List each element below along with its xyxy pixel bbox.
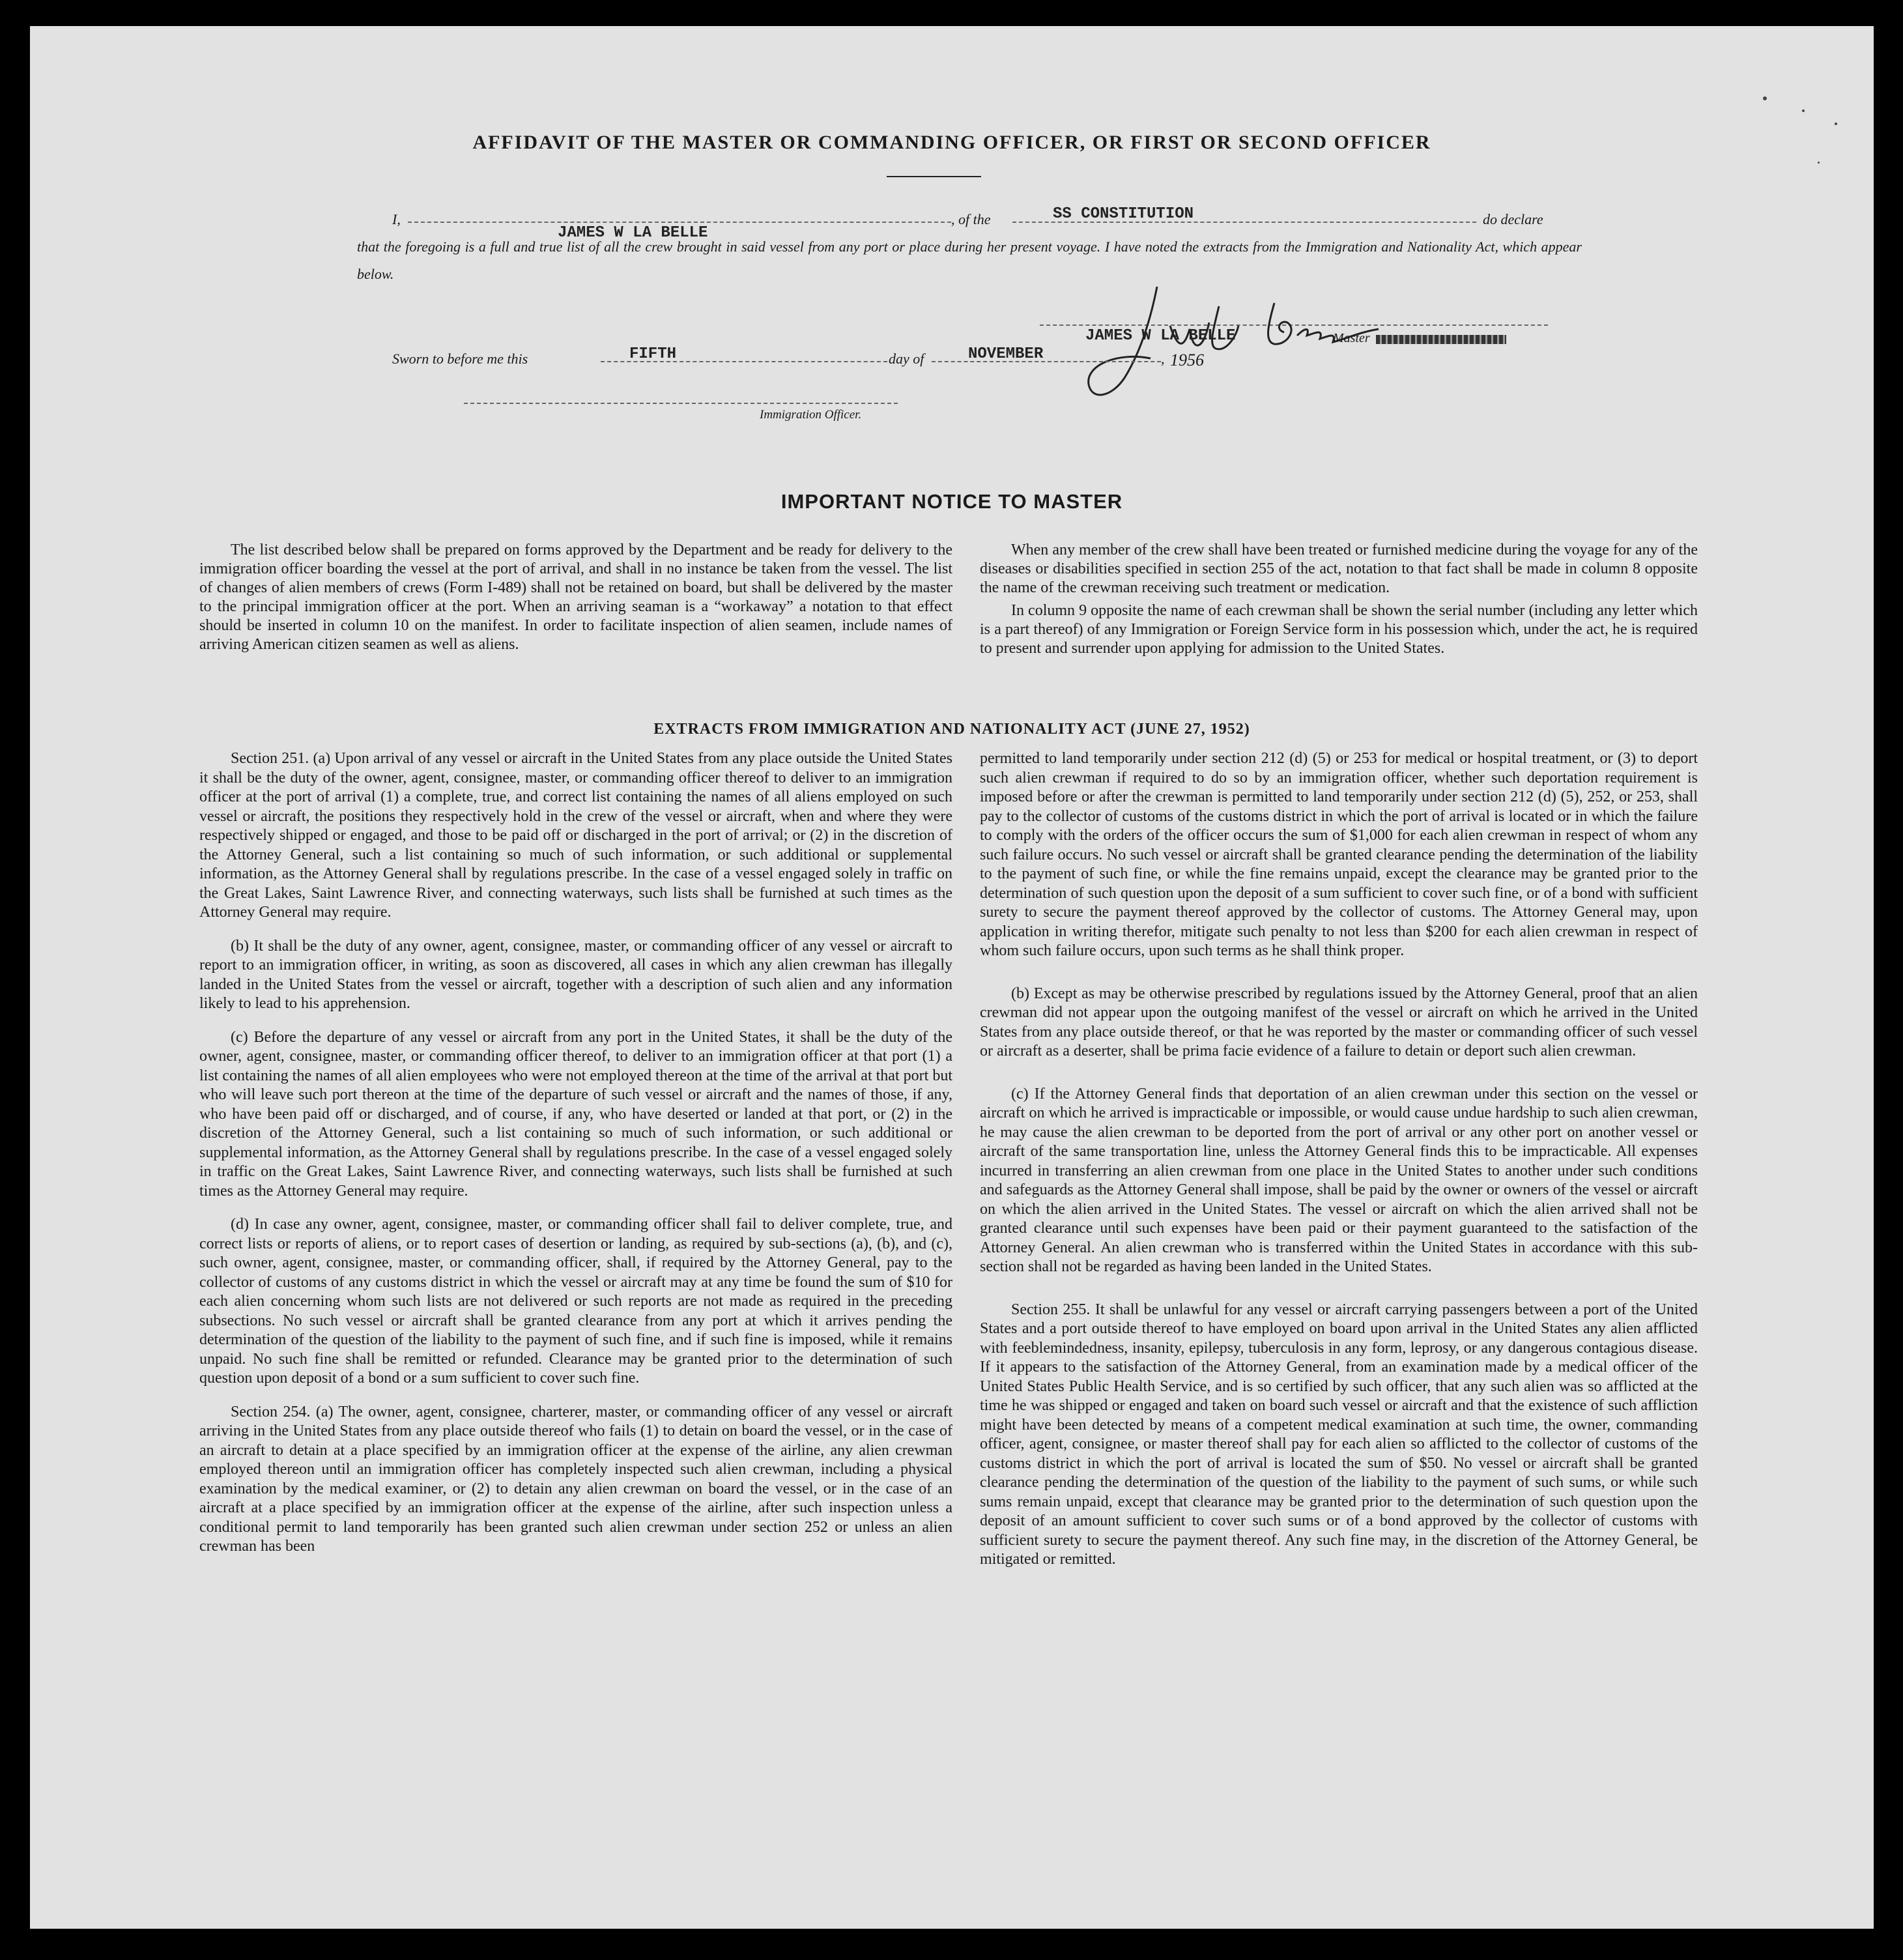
year-comma: , [1161,351,1165,367]
scan-speck [1835,122,1837,125]
name-blank-line [408,222,951,223]
sworn-month: NOVEMBER [968,345,1044,363]
typed-declarant-name: JAMES W LA BELLE [558,224,708,242]
line1-suffix: do declare [1483,211,1543,227]
extracts-right-column [980,749,1698,1584]
scan-speck [1802,109,1805,112]
sworn-year: 1956 [1170,351,1204,369]
sworn-day: FIFTH [629,345,677,363]
section-251-b: (b) It shall be the duty of any owner, agent, consignee, master, or commanding officer of any vessel or aircraft to report to an immigration officer, in writing, as soon as discovered, all cases in which any alien crewman has illegally landed in the United States from the vessel or aircraft, together with a description of such alien and any information likely to lead to his apprehension. [199,937,952,1012]
notice-right-paragraph-1: When any member of the crew shall have been treated or furnished medicine during the voyage for any of the diseases or disabilities specified in section 255 of the act, notation to that fact shall be made in column 8 opposite the name of the crewman receiving such treatment or medication. [980,541,1698,596]
line1-prefix: I, [392,211,401,227]
section-254-c: (c) If the Attorney General finds that deportation of an alien crewman under this section on the vessel or aircraft on which he arrived is impracticable or impossible, or would cause undue hardship to such alien crewman, he may cause the alien crewman to be deported from the port of arrival or any other port on another vessel or aircraft of the same transportation line, unless the Attorney General finds this to be impracticable. All expenses incurred in transferring an alien crewman from one place in the United States to another under such conditions and safeguards as the Attorney General shall impose, shall be paid by the owner or owners of the vessel or aircraft on which the alien arrived in the United States. The vessel or aircraft on which the alien arrived shall not be granted clearance until such expenses have been paid or their payment guaranteed to the satisfaction of the Attorney General. An alien crewman who is transferred within the United States in accordance with this sub-section shall not be regarded as having been landed in the United States. [980,1085,1698,1275]
section-251-d: (d) In case any owner, agent, consignee, master, or commanding officer shall fail to deliver complete, true, and correct lists or reports of aliens, or to report cases of desertion or landing, as required by sub-sections (a), (b), and (c), such owner, agent, consignee, master, or commanding officer, shall, if required by the Attorney General, pay to the collector of customs of any customs district in which the vessel or aircraft may at any time be found the sum of $10 for each alien concerning whom such lists are not delivered or such reports are not made as required in the preceding subsections. No such vessel or aircraft shall be granted clearance from any port at which it arrives pending the determination of the question of the liability to the payment of such fine, and if such fine is imposed, while it remains unpaid. No such fine shall be remitted or refunded. Clearance may be granted prior to the determination of such question upon deposit of a bond or a sum sufficient to cover such fine. [199,1216,952,1387]
month-blank-line [932,361,1161,362]
section-255: Section 255. It shall be unlawful for any vessel or aircraft carrying passengers between a port of the United States and a port outside thereof to have employed on board upon arrival in the United States any alien afflicted with feeblemindedness, insanity, epilepsy, tuberculosis in any form, leprosy, or any dangerous contagious disease. If it appears to the satisfaction of the Attorney General, from an examination made by a medical officer of the United States Public Health Service, and is so certified by such officer, that any such alien was so afflicted at the time he was shipped or engaged and taken on board such vessel or aircraft and that the existence of such affliction might have been detected by means of a competent medical examination at such time, the owner, commanding officer, agent, consignee, or master thereof shall pay for each alien so afflicted to the collector of customs of the customs district in which the port of arrival is located the sum of $50. No vessel or aircraft shall be granted clearance pending the determination of the question of the liability to the payment of such sums, or while such sums remain unpaid, except that clearance may be granted prior to the determination of such question upon the deposit of an amount sufficient to cover such sums or of a bond approved by the collector of customs with sufficient surety to secure the payment thereof. Any such fine may, in the discretion of the Attorney General, be mitigated or remitted. [980,1301,1698,1568]
section-254-a-continued: permitted to land temporarily under section 212 (d) (5) or 253 for medical or hospital treatment, or (3) to deport such alien crewman if required to do so by an immigration officer, whether such deportation requirement is imposed before or after the crewman is permitted to land temporarily under section 212 (d) (5), 252, or 253, shall pay to the collector of customs of the customs district in which the port of arrival is located or in which the failure to comply with the orders of the officer occurs the sum of $1,000 for each alien crewman in respect of whom any such failure occurs. No such vessel or aircraft shall be granted clearance pending the determination of the liability to the payment of such fine, or while the fine remains unpaid, except the clearance may be granted prior to the determination of such question upon the deposit of a sum sufficient to cover such fine, or of a bond with sufficient surety to secure the payment thereof approved by the collector of customs. The Attorney General may, upon application in writing therefor, mitigate such penalty to not less than $200 for each alien crewman in respect of whom such failure occurs, upon such terms as he shall think proper. [980,750,1698,959]
affidavit-title: AFFIDAVIT OF THE MASTER OR COMMANDING OFFICER, OR FIRST OR SECOND OFFICER [472,132,1431,153]
document-sheet [30,26,1874,1929]
notice-right-column [980,541,1698,662]
signatory-typed-name: JAMES W LA BELLE [1085,327,1236,345]
sworn-prefix: Sworn to before me this [392,351,528,367]
struck-out-text [1376,335,1506,344]
extracts-left-column [199,749,952,1571]
immigration-officer-signature-line [464,403,898,404]
vessel-name: SS CONSTITUTION [1053,205,1194,223]
immigration-officer-label: Immigration Officer. [760,408,862,422]
master-label: Master [1333,331,1370,345]
notice-right-paragraph-2: In column 9 opposite the name of each crewman shall be shown the serial number (including any letter which is a part thereof) of any Immigration or Foreign Service form in his possession which, under the act, he is required to present and surrender upon applying for admission to the United States. [980,602,1698,657]
scan-speck [1763,96,1767,100]
notice-left-paragraph: The list described below shall be prepared on forms approved by the Department and be ready for delivery to the immigration officer boarding the vessel at the port of arrival, and shall in no instance be taken from the vessel. The list of changes of alien members of crews (Form I-489) shall not be retained on board, but shall be delivered by the master to the principal immigration officer at the port. When an arriving seaman is a “workaway” a notation to that effect should be inserted in column 10 on the manifest. In order to facilitate inspection of alien seamen, include names of arriving American citizen seamen as well as aliens. [199,541,952,653]
scan-speck [1818,162,1820,164]
section-251-c: (c) Before the departure of any vessel or aircraft from any port in the United States, it shall be the duty of the owner, agent, consignee, master, or commanding officer thereof, to deliver to an immigration officer at that port (1) a list containing the names of all alien employees who were not employed thereon at the time of the arrival at that port but who will leave such port thereon at the time of the departure of such vessel or aircraft and the names of those, if any, who have been paid off or discharged, and of course, if any, who have deserted or landed at that port, or (2) in the discretion of the Attorney General, such a list containing so much of such information, or such additional or supplemental information, as the Attorney General shall by regulations prescribe. In the case of a vessel engaged solely in traffic on the Great Lakes, Saint Lawrence River, and connecting waterways, such lists shall be furnished at such times as the Attorney General may require. [199,1028,952,1200]
section-254-a: Section 254. (a) The owner, agent, consignee, charterer, master, or commanding officer of any vessel or aircraft arriving in the United States from any place outside thereof who fails (1) to detain on board the vessel, or in the case of an aircraft to detain at a place specified by an immigration officer at the expense of the airline, any alien crewman employed thereon until an immigration officer has completely inspected such alien crewman, including a physical examination by the medical examiner, or (2) to detain any alien crewman on board the vessel, or in the case of an aircraft at a place specified by an immigration officer at the expense of the airline, after such inspection unless a conditional permit to land temporarily has been granted such alien crewman under section 252 or unless an alien crewman has been [199,1403,952,1555]
extracts-title: EXTRACTS FROM IMMIGRATION AND NATIONALITY ACT (JUNE 27, 1952) [653,721,1250,738]
notice-left-column [199,541,952,658]
section-251-a: Section 251. (a) Upon arrival of any vessel or aircraft in the United States from any place outside the United States it shall be the duty of the owner, agent, consignee, master, or commanding officer thereof to deliver to an immigration officer at the port of arrival (1) a complete, true, and correct list containing the names of all aliens employed on such vessel or aircraft, the positions they respectively hold in the crew of the vessel or aircraft, when and where they were respectively shipped or engaged, and those to be paid off or discharged in the port of arrival; or (2) in the discretion of the Attorney General, such a list containing so much of such information, or such additional or supplemental information, as the Attorney General shall by regulations prescribe. In the case of a vessel engaged solely in traffic on the Great Lakes, Saint Lawrence River, and connecting waterways, such lists shall be furnished at such times as the Attorney General may require. [199,750,952,921]
line1-of-the: , of the [951,211,991,227]
declaration-text: that the foregoing is a full and true list of all the crew brought in said vessel from any port or place during her present voyage. I have noted the extracts from the Immigration and Nationality Act, which appear below. [357,238,1582,282]
notice-title: IMPORTANT NOTICE TO MASTER [780,490,1123,513]
section-254-b: (b) Except as may be otherwise prescribed by regulations issued by the Attorney General, proof that an alien crewman did not appear upon the outgoing manifest of the vessel or aircraft on which he arrived in the United States from any place outside thereof, or that he was reported by the master or commanding officer of such vessel or aircraft as a deserter, shall be prima facie evidence of a failure to detain or deport such alien crewman. [980,985,1698,1059]
day-of-label: day of [889,351,924,367]
title-underline [887,176,981,177]
